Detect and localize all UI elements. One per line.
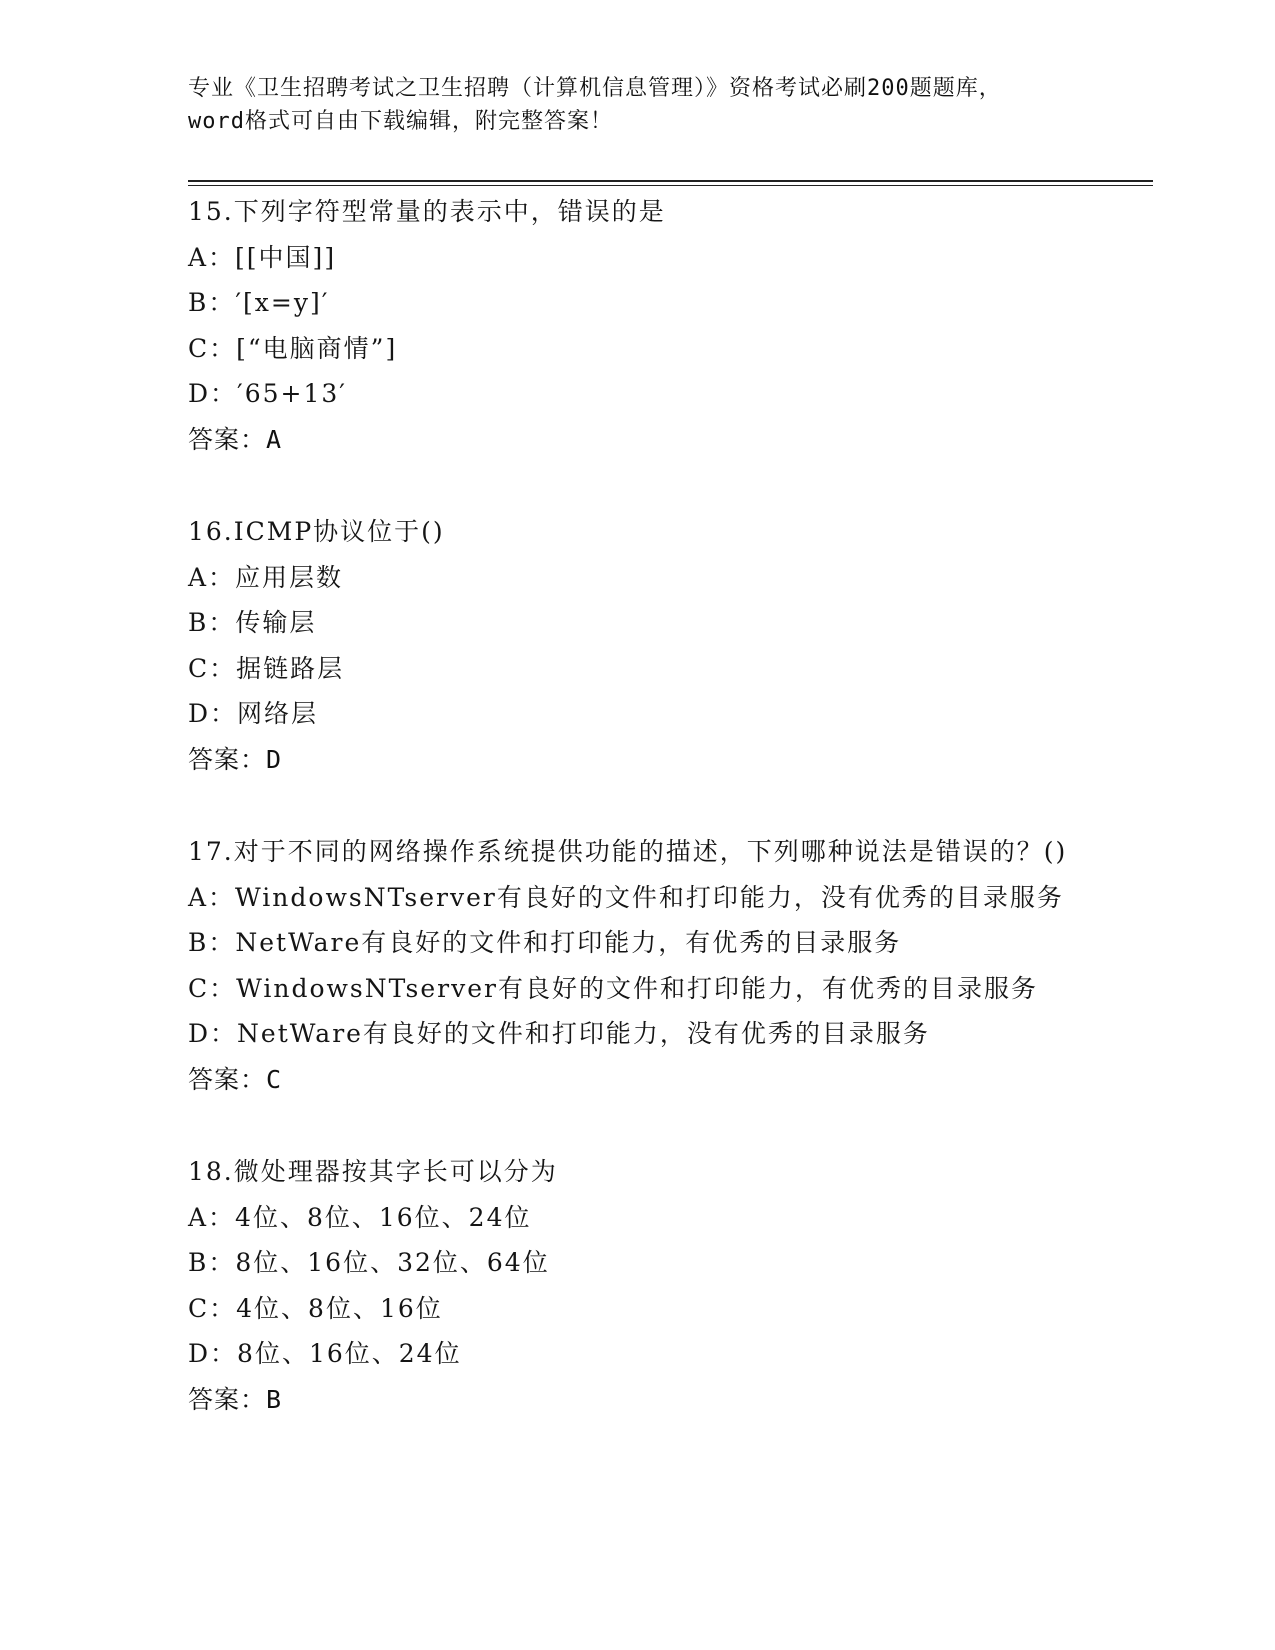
question-18 xyxy=(188,1149,1148,1422)
header-line-2: word格式可自由下载编辑，附完整答案！ xyxy=(188,109,613,134)
option-c: C：据链路层 xyxy=(188,653,345,683)
question-17 xyxy=(188,829,1148,1102)
option-b: B：′[x=y]′ xyxy=(188,288,330,317)
answer-label: 答案：B xyxy=(188,1384,283,1414)
option-b: B：8位、16位、32位、64位 xyxy=(188,1248,550,1277)
option-c: C：4位、8位、16位 xyxy=(188,1293,443,1323)
option-d: D：网络层 xyxy=(188,699,319,728)
option-a: A：WindowsNTserver有良好的文件和打印能力，没有优秀的目录服务 xyxy=(188,882,1064,912)
header-line-1: 专业《卫生招聘考试之卫生招聘（计算机信息管理）》资格考试必刷200题题库， xyxy=(188,76,1002,101)
question-title: 17.对于不同的网络操作系统提供功能的描述，下列哪种说法是错误的？() xyxy=(188,837,1068,866)
question-15 xyxy=(188,189,1148,462)
option-a: A：[[中国]] xyxy=(188,242,337,272)
option-a: A：4位、8位、16位、24位 xyxy=(188,1202,532,1232)
question-title: 18.微处理器按其字长可以分为 xyxy=(188,1157,558,1186)
question-title: 16.ICMP协议位于() xyxy=(188,517,445,546)
document-header xyxy=(188,72,1088,138)
question-16 xyxy=(188,509,1148,782)
question-title: 15.下列字符型常量的表示中，错误的是 xyxy=(188,197,666,226)
header-divider-thick xyxy=(188,180,1153,182)
answer-label: 答案：D xyxy=(188,744,283,774)
option-c: C：[“电脑商情”] xyxy=(188,333,398,363)
option-c: C：WindowsNTserver有良好的文件和打印能力，有优秀的目录服务 xyxy=(188,973,1038,1003)
option-d: D：8位、16位、24位 xyxy=(188,1339,462,1368)
option-a: A：应用层数 xyxy=(188,562,344,592)
question-list xyxy=(188,189,1148,1468)
answer-label: 答案：C xyxy=(188,1064,283,1094)
header-divider-thin xyxy=(188,185,1153,186)
option-b: B：NetWare有良好的文件和打印能力，有优秀的目录服务 xyxy=(188,928,902,957)
answer-label: 答案：A xyxy=(188,424,283,454)
option-d: D：′65+13′ xyxy=(188,379,347,408)
option-b: B：传输层 xyxy=(188,608,317,637)
option-d: D：NetWare有良好的文件和打印能力，没有优秀的目录服务 xyxy=(188,1019,930,1048)
